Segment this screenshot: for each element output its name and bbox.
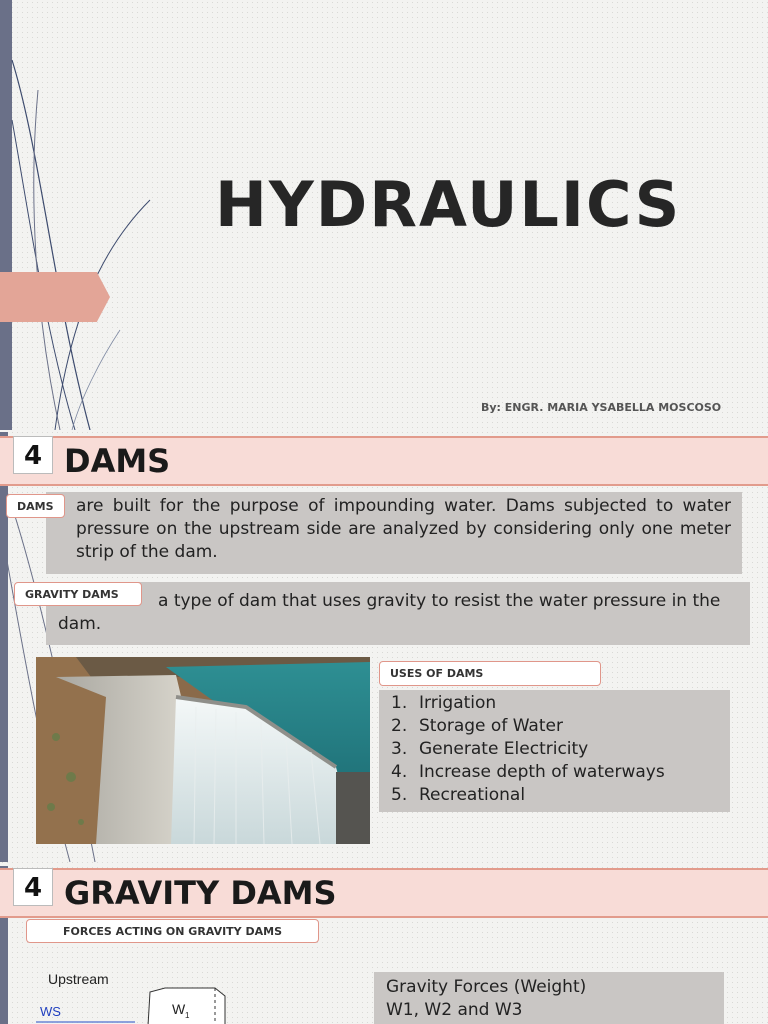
list-item: 4. Increase depth of waterways xyxy=(391,762,665,782)
decorative-lines xyxy=(0,0,180,430)
gravity-forces-box xyxy=(374,972,724,1024)
title-slide xyxy=(0,0,768,430)
list-item: 3. Generate Electricity xyxy=(391,739,589,759)
gravity-dams-definition: a type of dam that uses gravity to resist the water pressure in the dam. xyxy=(46,582,750,645)
accent-arrow-tab xyxy=(0,272,110,322)
diagram-upstream-label: Upstream xyxy=(48,971,109,987)
forces-line-1: Gravity Forces (Weight) xyxy=(386,977,587,997)
dam-forces-diagram xyxy=(30,966,250,1024)
presentation-title: HYDRAULICS xyxy=(215,168,682,241)
dams-definition: are built for the purpose of impounding water. Dams subjected to water pressure on the upstream side are analyzed by considering only one meter strip of the dam. xyxy=(46,492,742,574)
slide-number: 4 xyxy=(13,436,53,474)
dams-slide xyxy=(0,432,768,862)
slide-heading: GRAVITY DAMS xyxy=(64,874,337,912)
list-item: 5. Recreational xyxy=(391,785,526,805)
dam-photo xyxy=(36,657,370,844)
author-byline: By: ENGR. MARIA YSABELLA MOSCOSO xyxy=(481,401,722,414)
gravity-dams-tag: GRAVITY DAMS xyxy=(14,582,142,606)
forces-line-2: W1, W2 and W3 xyxy=(386,1000,523,1020)
gravity-dams-slide xyxy=(0,866,768,1024)
diagram-ws-label: WS xyxy=(40,1004,61,1019)
slide-number: 4 xyxy=(13,868,53,906)
list-item: 1. Irrigation xyxy=(391,693,497,713)
uses-of-dams-list xyxy=(379,690,730,812)
slide-heading: DAMS xyxy=(64,442,171,480)
dams-tag: DAMS xyxy=(6,494,65,518)
diagram-w1-label: W xyxy=(172,1001,186,1017)
forces-tag: FORCES ACTING ON GRAVITY DAMS xyxy=(26,919,319,943)
list-item: 2. Storage of Water xyxy=(391,716,563,736)
uses-of-dams-tag: USES OF DAMS xyxy=(379,661,601,686)
svg-text:1: 1 xyxy=(185,1011,190,1020)
